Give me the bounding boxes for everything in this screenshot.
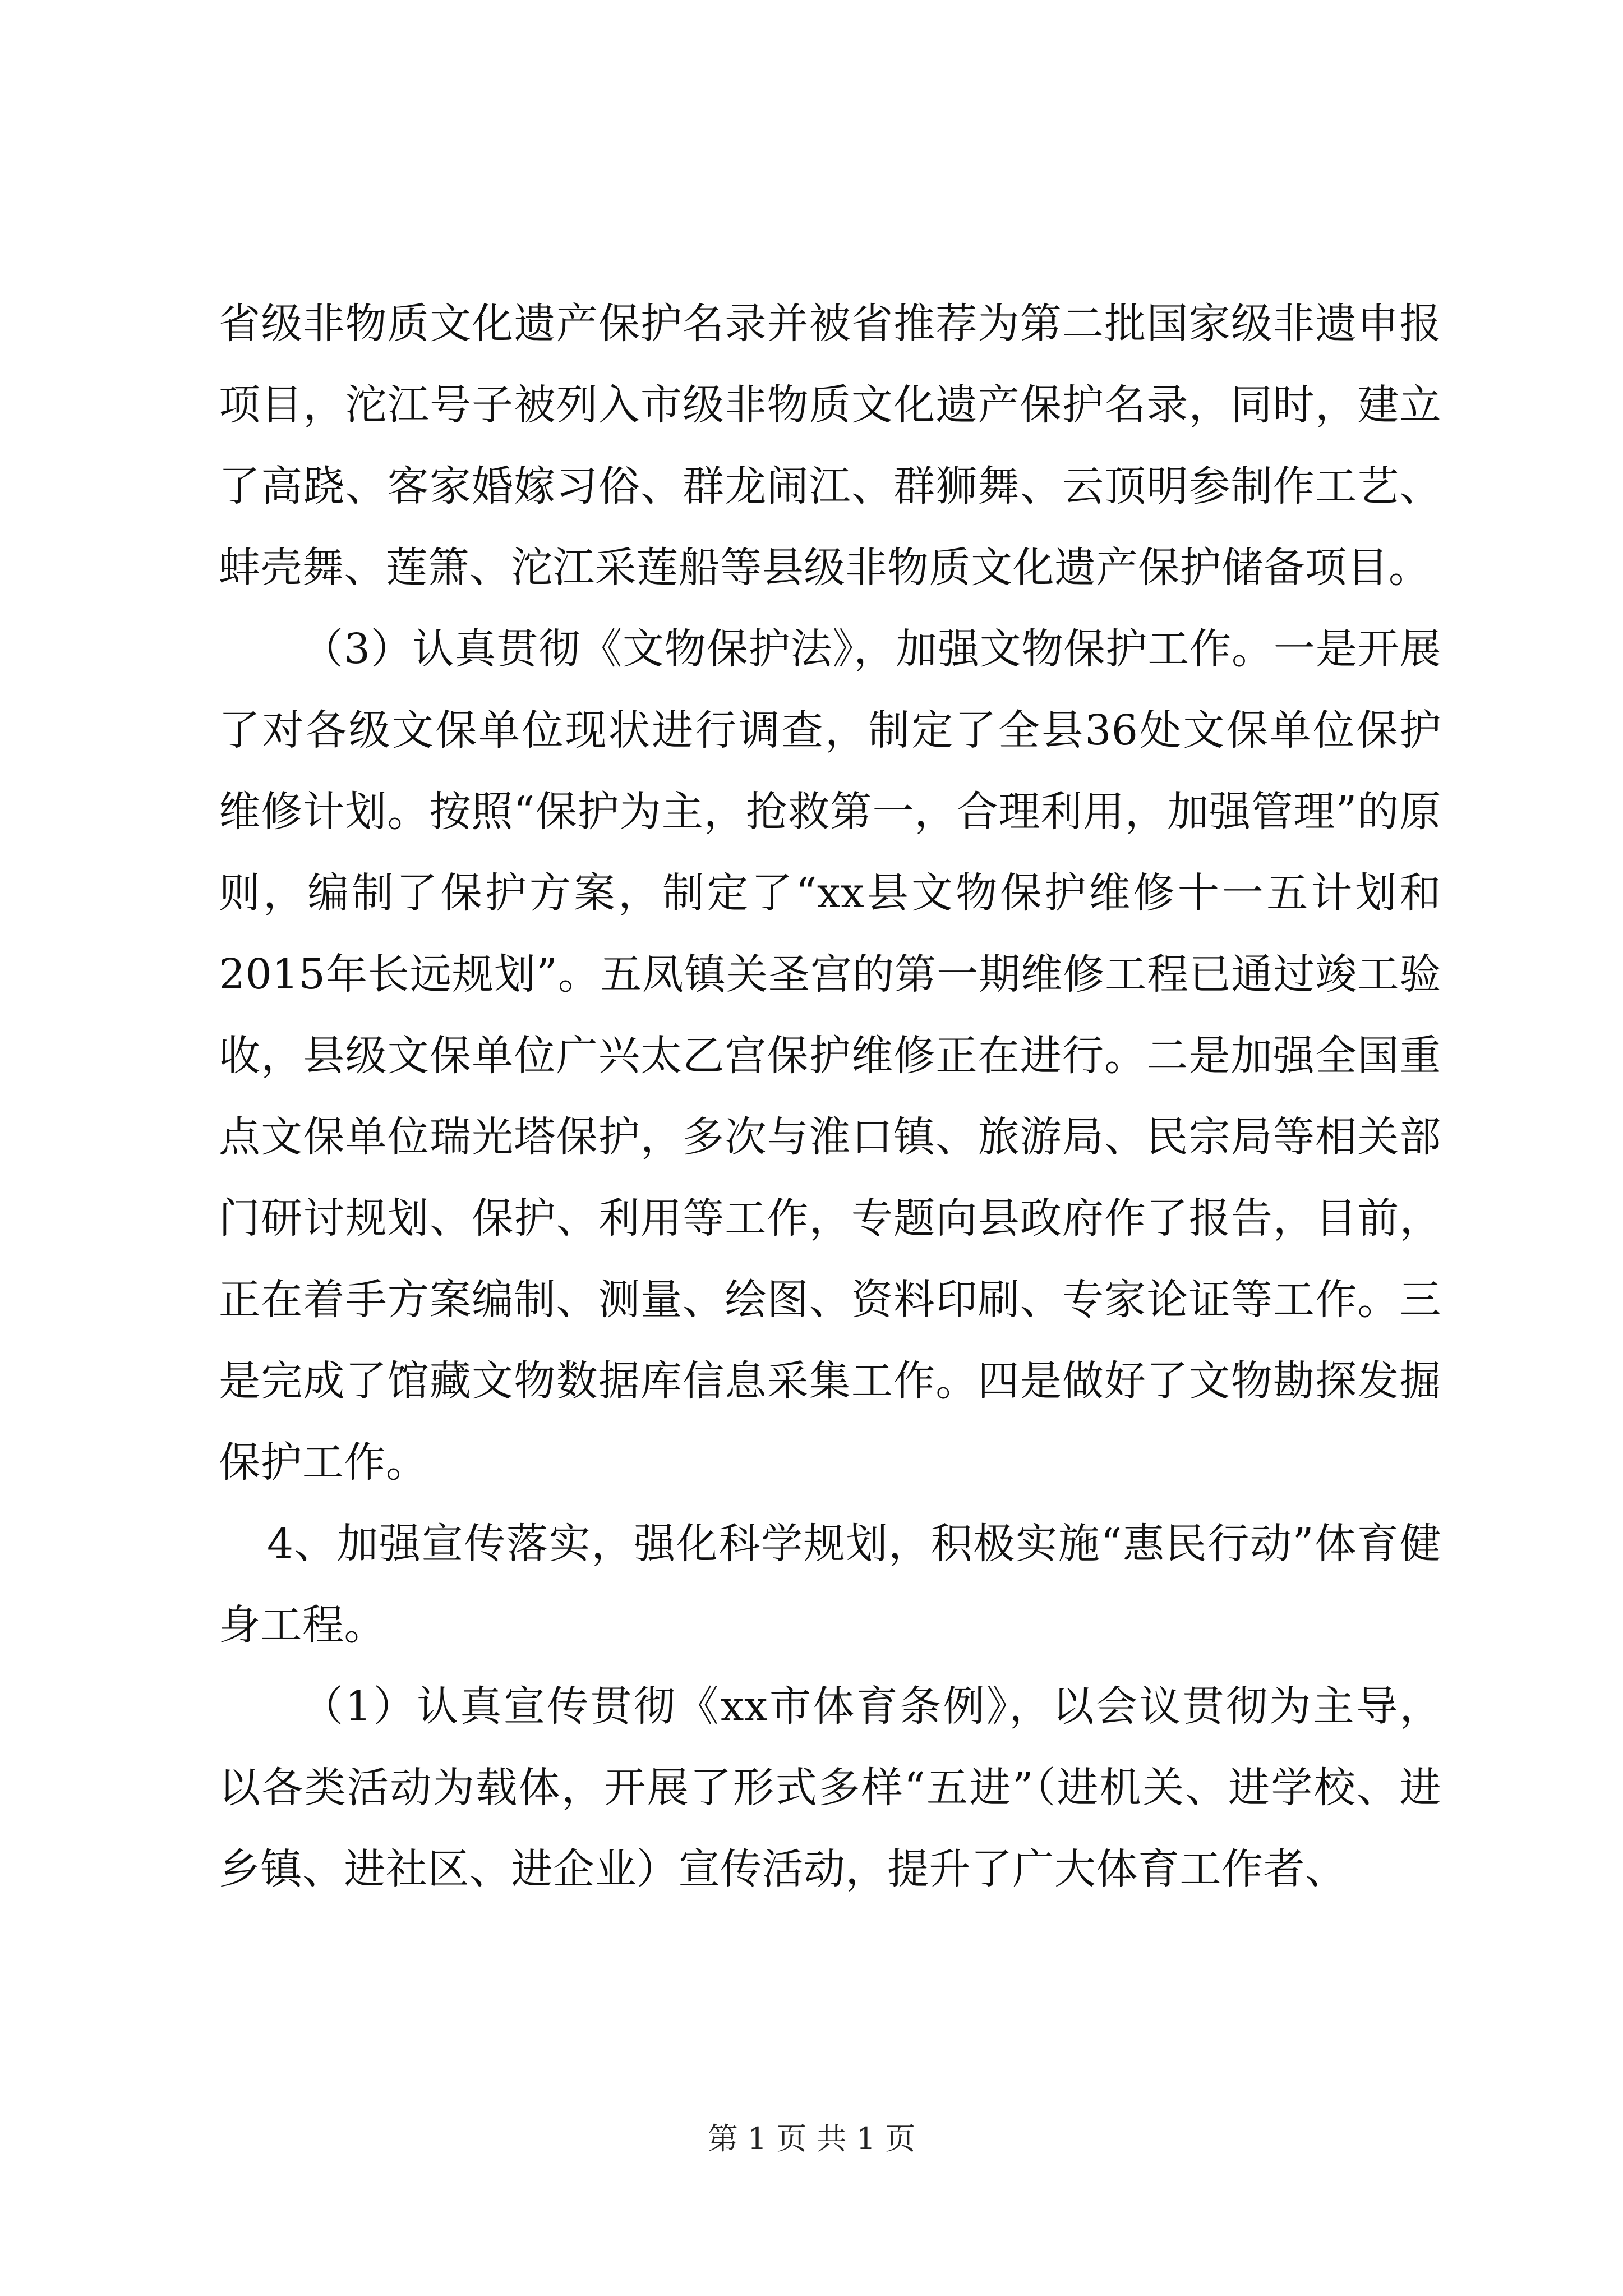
paragraph-sports-regulations: （1）认真宣传贯彻《xx市体育条例》，以会议贯彻为主导，以各类活动为载体，开展了形式多样“五进”（进机关、进学校、进乡镇、进社区、进企业）宣传活动，提升了广大体育工作者、 xyxy=(219,1682,1441,1893)
paragraph-section-heading: 4、加强宣传落实，强化科学规划，积极实施“惠民行动”体育健身工程。 xyxy=(219,1520,1441,1649)
paragraph-cultural-relics: （3）认真贯彻《文物保护法》，加强文物保护工作。一是开展了对各级文保单位现状进行调查，制定了全县36处文保单位保护维修计划。按照“保护为主，抢救第一，合理利用，加强管理”的原则，编制了保护方案，制定了“xx县文物保护维修十一五计划和2015年长远规划”。五凤镇关圣宫的第一期维修工程已通过竣工验收，县级文保单位广兴太乙宫保护维修正在进行。二是加强全国重点文保单位瑞光塔保护，多次与淮口镇、旅游局、民宗局等相关部门研讨规划、保护、利用等工作，专题向县政府作了报告，目前，正在着手方案编制、测量、绘图、资料印刷、专家论证等工作。三是完成了馆藏文物数据库信息采集工作。四是做好了文物勘探发掘保护工作。 xyxy=(219,625,1441,1487)
document-body xyxy=(219,283,1441,1910)
paragraph-continuation: 省级非物质文化遗产保护名录并被省推荐为第二批国家级非遗申报项目，沱江号子被列入市级非物质文化遗产保护名录，同时，建立了高跷、客家婚嫁习俗、群龙闹江、群狮舞、云顶明参制作工艺、蚌壳舞、莲箫、沱江采莲船等县级非物质文化遗产保护储备项目。 xyxy=(219,300,1441,592)
page-footer: 第 1 页 共 1 页 xyxy=(707,2121,916,2156)
